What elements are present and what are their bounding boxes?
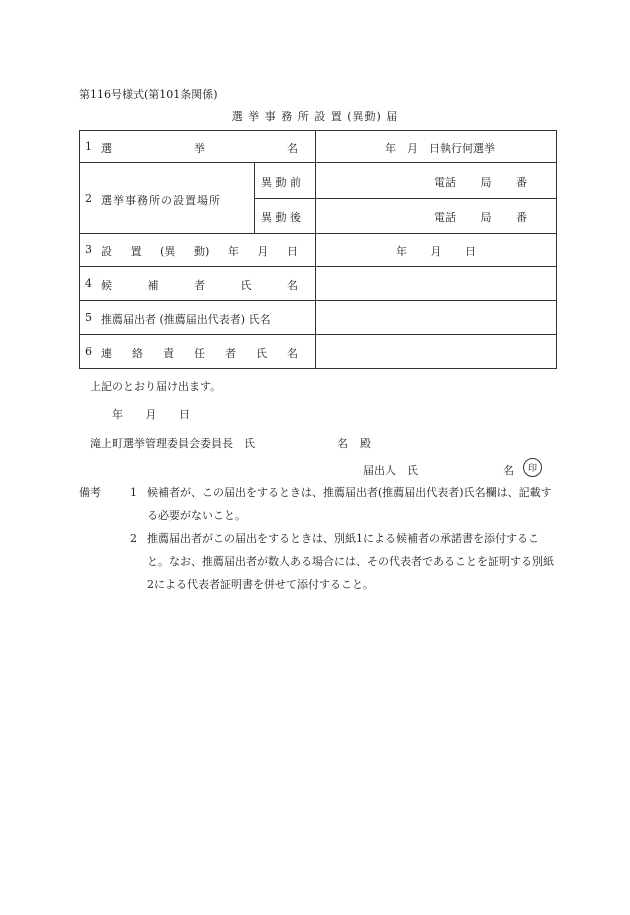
label-char: 絡 <box>132 347 143 360</box>
month-label: 月 <box>430 245 442 258</box>
label-char: 者 <box>194 279 205 292</box>
row2-label-office-location: 選挙事務所の設置場所 <box>101 194 221 207</box>
day-label: 日 <box>179 408 190 421</box>
addressee-honorific: 殿 <box>360 437 371 450</box>
label-char: (異 <box>160 245 176 258</box>
label-char: 候 <box>101 279 112 292</box>
row5-label-recommender-name: 推薦届出者 (推薦届出代表者) 氏名 <box>101 313 271 326</box>
applicant-label: 届出人 氏 <box>363 464 418 477</box>
notes-section <box>79 481 557 596</box>
row6-label-contact-person <box>101 345 298 361</box>
row4-value-field[interactable] <box>318 268 554 298</box>
phone-label: 電話 <box>434 211 456 224</box>
addressee-name-label: 名 <box>337 437 348 450</box>
row4-label-candidate-name <box>101 277 298 293</box>
form-number: 第116号様式(第101条関係) <box>79 88 218 101</box>
label-char: 動) <box>193 245 210 258</box>
label-char: 月 <box>257 245 269 258</box>
submission-date[interactable] <box>112 406 190 422</box>
phone-number-label: 番 <box>516 176 527 189</box>
row1-number: 1 <box>85 140 92 153</box>
note-item <box>79 481 557 527</box>
row1-label-election-name <box>101 140 298 156</box>
row2-number: 2 <box>85 192 92 205</box>
note-text: 推薦届出者がこの届出をするときは、別紙1による候補者の承諾書を添付すること。なお、推薦届出者が数人ある場合には、その代表者であることを証明する別紙2による代表者証明書を併せて添付すること。 <box>147 532 554 591</box>
phone-exchange-label: 局 <box>480 211 492 224</box>
label-char: 選 <box>101 142 112 155</box>
label-char: 補 <box>147 279 159 292</box>
phone-exchange-label: 局 <box>480 176 492 189</box>
row3-number: 3 <box>85 243 92 256</box>
year-label: 年 <box>112 408 123 421</box>
row3-label-change-date <box>101 243 298 259</box>
row1-value-election-date[interactable]: 年 月 日執行何選挙 <box>385 142 495 155</box>
month-label: 月 <box>145 408 157 421</box>
before-change-label: 異 動 前 <box>261 176 301 189</box>
phone-label: 電話 <box>434 176 456 189</box>
row6-value-field[interactable] <box>318 336 554 366</box>
label-char: 者 <box>225 347 236 360</box>
row5-number: 5 <box>85 311 92 324</box>
phone-number-label: 番 <box>516 211 527 224</box>
seal-char: 印 <box>527 464 537 474</box>
label-char: 挙 <box>194 142 205 155</box>
label-char: 氏 <box>240 279 252 292</box>
label-char: 連 <box>101 347 112 360</box>
label-char: 責 <box>163 347 174 360</box>
label-char: 任 <box>194 347 205 360</box>
label-char: 日 <box>286 245 298 258</box>
notes-label: 備考 <box>79 486 101 499</box>
label-char: 置 <box>130 245 142 258</box>
row5-value-field[interactable] <box>318 302 554 332</box>
label-char: 年 <box>227 245 239 258</box>
statement-text: 上記のとおり届け出ます。 <box>90 380 222 393</box>
year-label: 年 <box>396 245 407 258</box>
label-char: 設 <box>101 245 112 258</box>
row4-number: 4 <box>85 277 92 290</box>
seal-mark <box>523 458 542 477</box>
row6-number: 6 <box>85 345 92 358</box>
day-label: 日 <box>465 245 476 258</box>
row3-value-date[interactable] <box>396 243 476 259</box>
applicant-name-label: 名 <box>503 464 514 477</box>
note-number: 2 <box>130 532 137 545</box>
after-change-phone[interactable] <box>434 209 527 225</box>
label-char: 名 <box>287 279 298 292</box>
label-char: 名 <box>287 347 298 360</box>
label-char: 氏 <box>256 347 267 360</box>
label-char: 名 <box>287 142 298 155</box>
form-title: 選 挙 事 務 所 設 置 (異動) 届 <box>231 110 399 123</box>
after-change-label: 異 動 後 <box>261 211 301 224</box>
note-number: 1 <box>130 486 137 499</box>
addressee-text: 滝上町選挙管理委員会委員長 氏 <box>90 437 255 450</box>
before-change-phone[interactable] <box>434 174 527 190</box>
note-item <box>79 527 557 596</box>
note-text: 候補者が、この届出をするときは、推薦届出者(推薦届出代表者)氏名欄は、記載する必要がないこと。 <box>147 486 552 522</box>
